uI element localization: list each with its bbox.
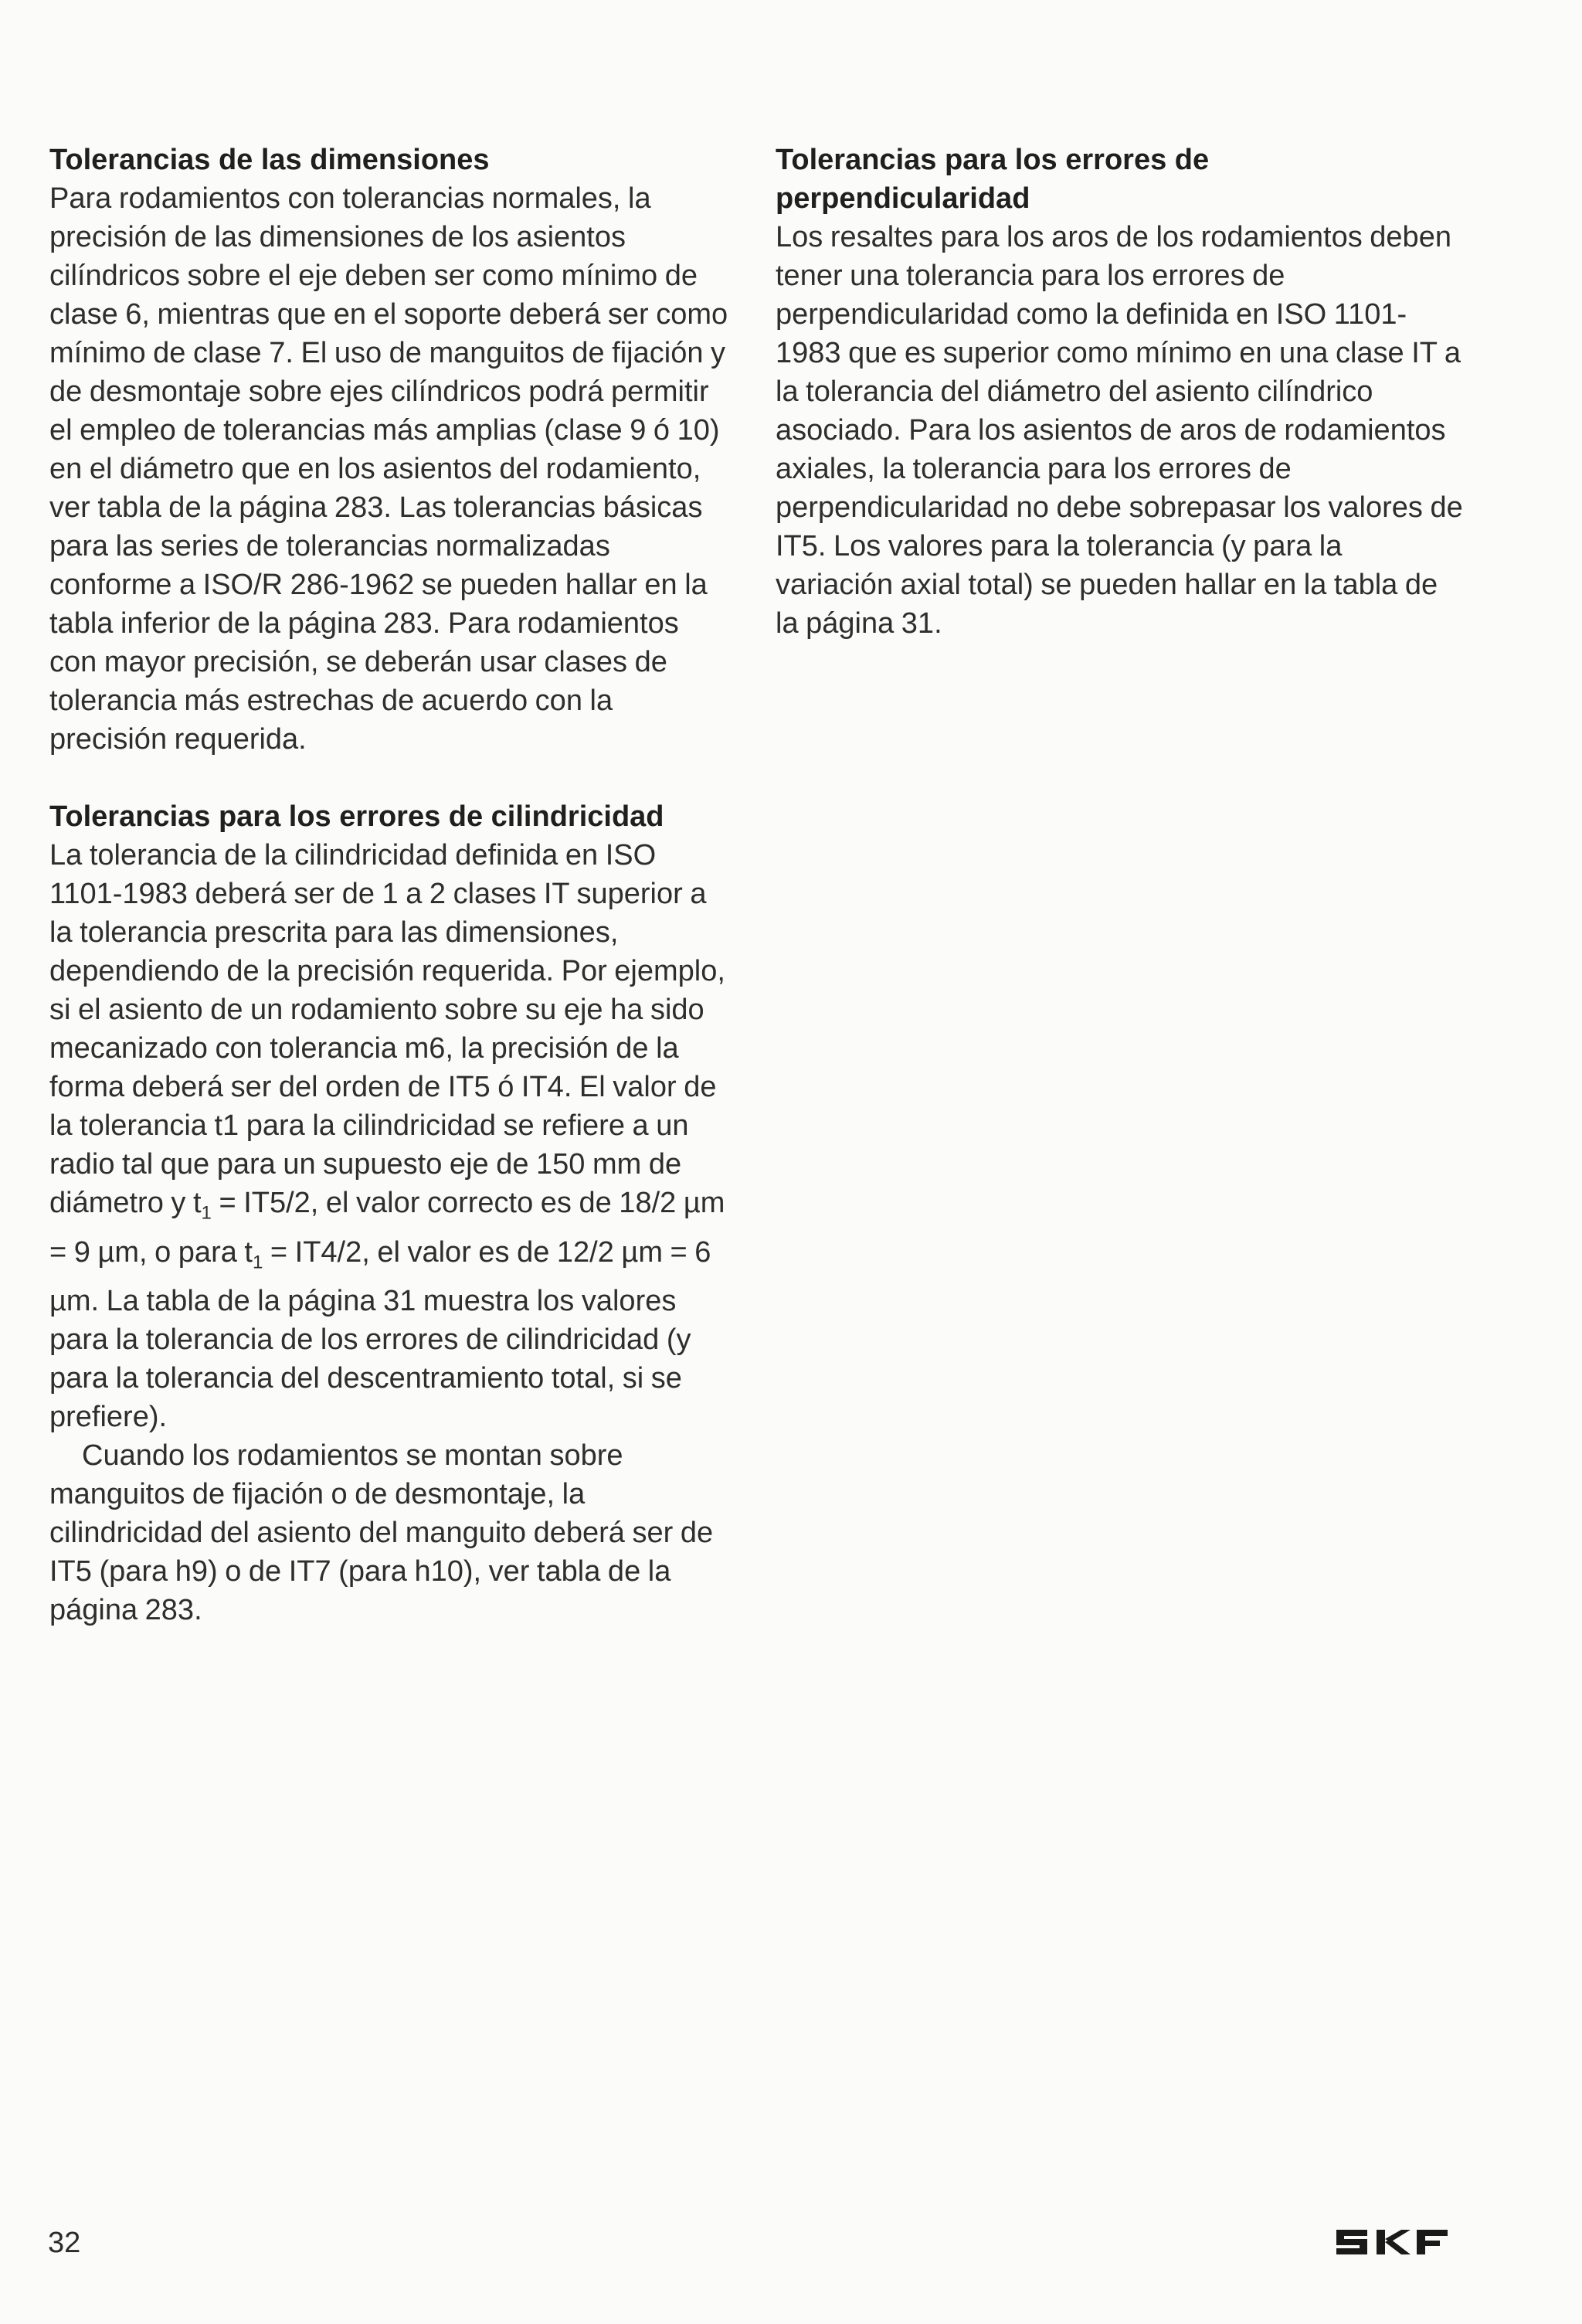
body-text: = IT4/2, el valor es de 12/2 µm = 6 µm. La tabla de la página 31 muestra los valores para la tolerancia de los errores de cilindricidad (y para la tolerancia del descentramiento total, si se prefiere). [49,1235,711,1434]
section-heading: Tolerancias para los errores de perpendicularidad [776,144,1210,215]
section-body: Para rodamientos con tolerancias normales, la precisión de las dimensiones de los asientos cilíndricos sobre el eje deben ser como mínimo de clase 6, mientras que en el soporte deberá ser como mínimo de clase 7. El uso de manguitos de fijación y de desmontaje sobre ejes cilíndricos podrá permitir el empleo de tolerancias más amplias (clase 9 ó 10) en el diámetro que en los asientos del rodamiento, ver tabla de la página 283. Las tolerancias básicas para las series de tolerancias normalizadas conforme a ISO/R 286-1962 se pueden hallar en la tabla inferior de la página 283. Para rodamientos con mayor precisión, se deberán usar clases de tolerancia más estrechas de acuerdo con la precisión requerida. [49,182,728,756]
right-column [776,141,1463,643]
section-cylindricity-tolerances [49,797,729,1629]
section-perpendicularity-tolerances [776,141,1463,643]
section-heading: Tolerancias de las dimensiones [49,144,490,176]
subscript: 1 [252,1252,263,1273]
left-column [49,141,729,1629]
section-body [49,836,729,1436]
skf-logo [1336,2227,1449,2258]
page-number: 32 [48,2227,81,2259]
section-body-continued: Cuando los rodamientos se montan sobre manguitos de fijación o de desmontaje, la cilindricidad del asiento del manguito deberá ser de IT5 (para h9) o de IT7 (para h10), ver tabla de la página 283. [49,1439,714,1627]
body-text: = IT5/2, el valor correcto es de 18/2 µm = 9 µm, o para t [49,1187,725,1269]
section-heading: Tolerancias para los errores de cilindricidad [49,800,664,833]
section-dimension-tolerances [49,141,729,759]
body-text: La tolerancia de la cilindricidad definida en ISO 1101-1983 deberá ser de 1 a 2 clases IT superior a la tolerancia prescrita para las dimensiones, dependiendo de la precisión requerida. Por ejemplo, si el asiento de un rodamiento sobre su eje ha sido mecanizado con tolerancia m6, la precisión de la forma deberá ser del orden de IT5 ó IT4. El valor de la tolerancia t1 para la cilindricidad se refiere a un radio tal que para un supuesto eje de 150 mm de diámetro y t [49,839,725,1219]
subscript: 1 [201,1202,212,1224]
section-body: Los resaltes para los aros de los rodamientos deben tener una tolerancia para los errores de perpendicularidad como la definida en ISO 1101-1983 que es superior como mínimo en una clase IT a la tolerancia del diámetro del asiento cilíndrico asociado. Para los asientos de aros de rodamientos axiales, la tolerancia para los errores de perpendicularidad no debe sobrepasar los valores de IT5. Los valores para la tolerancia (y para la variación axial total) se pueden hallar en la tabla de la página 31. [776,221,1463,640]
